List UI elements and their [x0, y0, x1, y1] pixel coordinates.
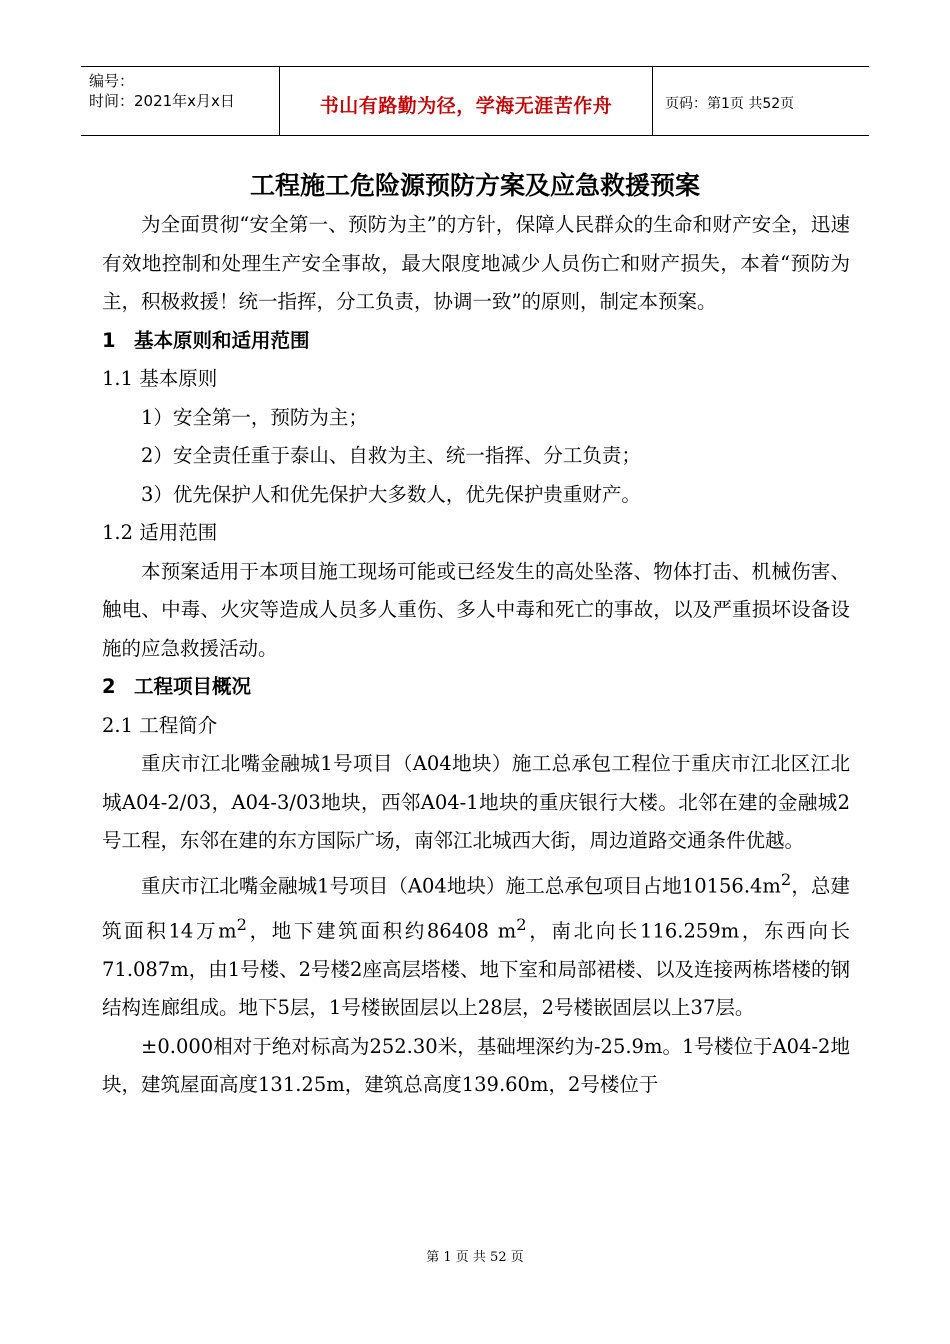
section-1-heading — [102, 322, 850, 361]
principle-2: 2）安全责任重于泰山、自救为主、统一指挥、分工负责； — [141, 444, 641, 467]
area-text-1: 重庆市江北嘴金融城1号项目（A04地块）施工总承包项目占地10156.4m — [141, 874, 781, 897]
project-location-paragraph: 重庆市江北嘴金融城1号项目（A04地块）施工总承包工程位于重庆市江北区江北城A04-2/03，A04-3/03地块，西邻A04-1地块的重庆银行大楼。北邻在建的金融城2号工程，东邻在建的东方国际广场，南邻江北城西大街，周边道路交通条件优越。 — [102, 752, 850, 852]
principle-3: 3）优先保护人和优先保护大多数人，优先保护贵重财产。 — [141, 482, 641, 506]
document-body — [102, 206, 850, 1105]
section-2-title: 工程项目概况 — [134, 675, 252, 698]
section-2-number: 2 — [102, 675, 116, 698]
principle-1: 1）安全第一，预防为主； — [141, 405, 368, 429]
document-header — [81, 66, 869, 136]
header-meta-cell — [81, 67, 280, 135]
section-1-number: 1 — [102, 328, 116, 352]
time-label: 时间：2021年x月x日 — [89, 92, 235, 110]
area-text-3: ，地下建筑面积约86408 m — [246, 919, 517, 942]
scope-paragraph: 本预案适用于本项目施工现场可能或已经发生的高处坠落、物体打击、机械伤害、触电、中毒、火灾等造成人员多人重伤、多人中毒和死亡的事故，以及严重损坏设备设施的应急救援活动。 — [102, 559, 850, 660]
area-sup-1: 2 — [780, 869, 792, 889]
document-title: 工程施工危险源预防方案及应急救援预案 — [249, 171, 700, 200]
page-info: 页码：第1页 共52页 — [665, 96, 795, 112]
area-text-4: ，南北向长116.259m，东西向长71.087m，由1号楼、2号楼2座高层塔楼、地下室和局部裙楼、以及连接两栋塔楼的钢结构连廊组成。地下5层，1号楼嵌固层以上28层，2号楼嵌固层以上37层。 — [102, 919, 850, 1019]
section-1-title: 基本原则和适用范围 — [134, 328, 310, 352]
section-2-heading — [102, 668, 850, 707]
section-1-2-heading: 1.2 适用范围 — [102, 521, 218, 544]
section-2-1-heading: 2.1 工程简介 — [102, 713, 218, 737]
motto-text: 书山有路勤为径，学海无涯苦作舟 — [319, 94, 613, 117]
intro-paragraph: 为全面贯彻“安全第一、预防为主”的方针，保障人民群众的生命和财产安全，迅速有效地控制和处理生产安全事故，最大限度地减少人员伤亡和财产损失，本着“预防为主，积极救援！统一指挥，分工负责，协调一致”的原则，制定本预案。 — [102, 213, 850, 313]
section-1-1-heading: 1.1 基本原则 — [102, 367, 218, 390]
header-motto-cell — [280, 67, 653, 135]
project-area-paragraph — [102, 861, 850, 1028]
number-label: 编号： — [89, 72, 135, 90]
header-page-cell — [653, 67, 869, 135]
area-sup-3: 2 — [516, 914, 527, 934]
area-text-2: ，总建筑面积14万m — [102, 874, 850, 942]
elevation-paragraph: ±0.000相对于绝对标高为252.30米，基础埋深约为-25.9m。1号楼位于A04-2地块，建筑屋面高度131.25m，建筑总高度139.60m，2号楼位于 — [102, 1034, 850, 1096]
area-sup-2: 2 — [236, 914, 247, 934]
page-footer: 第 1 页 共 52 页 — [426, 1250, 524, 1265]
